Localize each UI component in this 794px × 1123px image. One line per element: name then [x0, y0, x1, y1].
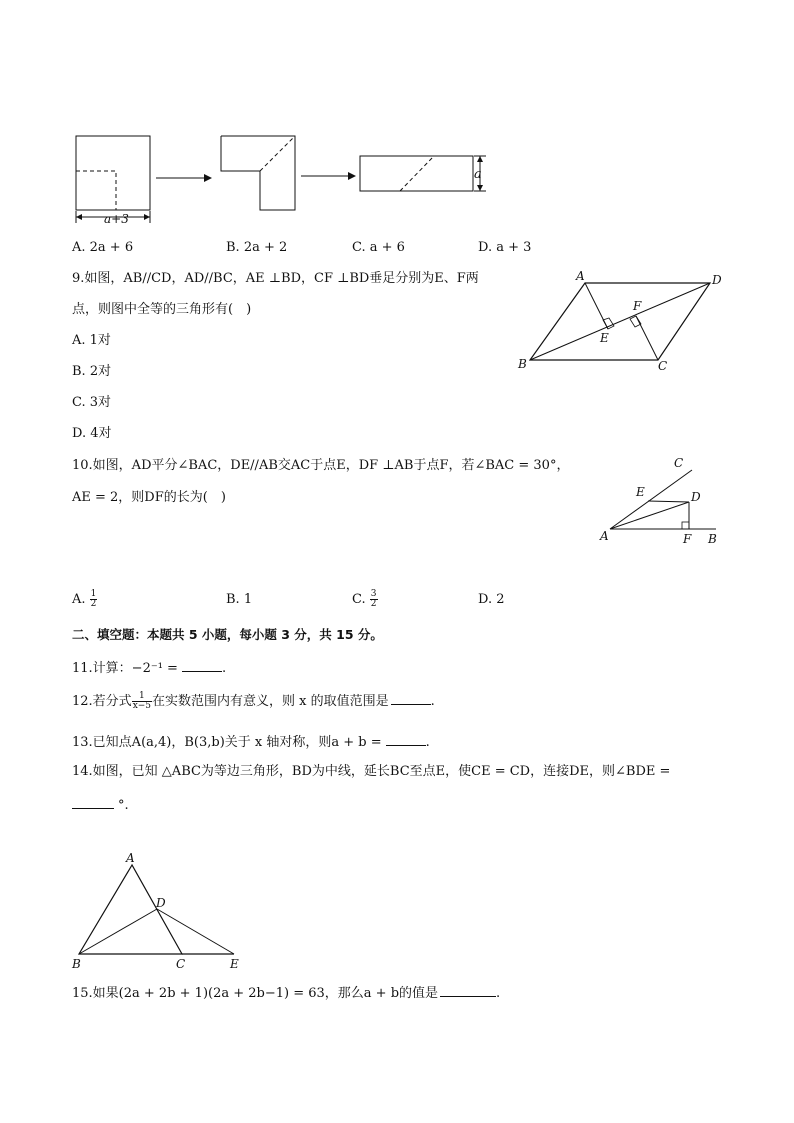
q9-option-b: B. 2对 [72, 364, 112, 379]
q10-label-e: E [636, 485, 645, 499]
q8-option-a: A. 2a + 6 [72, 240, 134, 255]
q9-stem-line2: 点，则图中全等的三角形有( ) [72, 302, 252, 317]
q14-label-d: D [156, 896, 166, 910]
q12-blank[interactable] [391, 692, 431, 705]
q13-stem: 13.已知点A(a,4)，B(3,b)关于 x 轴对称，则a + b = . [72, 735, 430, 750]
q14-label-c: C [176, 957, 186, 971]
q14-label-a: A [126, 851, 135, 865]
q10-label-d: D [691, 490, 701, 504]
q8-l-shape [221, 136, 295, 210]
q10-ad [610, 502, 689, 529]
q8-square [76, 136, 150, 210]
q9-cf [636, 316, 658, 360]
q9-label-d: D [712, 273, 722, 287]
q10-option-d: D. 2 [478, 592, 505, 607]
q8-width-label: a+3 [104, 212, 129, 226]
q12-stem: 12.若分式 $\frac{1}{x-5}$ 在实数范围内有意义，则 x 的取值范围是 . [72, 691, 435, 711]
q14-bd [79, 909, 157, 954]
q10-stem-line1: 10.如图，AD平分∠BAC，DE//AB交AC于点E，DF ⊥AB于点F，若∠BAC = 30°， [72, 458, 570, 473]
q10-stem-line2: AE = 2，则DF的长为( ) [72, 490, 226, 505]
q14-stem-line1: 14.如图，已知 △ABC为等边三角形，BD为中线，延长BC至点E，使CE = CD，连接DE，则∠BDE = [72, 764, 671, 779]
q15-blank[interactable] [440, 984, 496, 997]
q8-option-d: D. a + 3 [478, 240, 532, 255]
q9-figure [510, 265, 735, 380]
q10-figure [596, 452, 726, 548]
q9-label-b: B [518, 357, 527, 371]
q9-label-e: E [600, 331, 609, 345]
q10-de [648, 501, 689, 502]
q9-label-f: F [633, 299, 642, 313]
q11-stem: 11.计算：−2⁻¹ = . [72, 661, 227, 676]
q14-de [157, 909, 234, 954]
q11-blank[interactable] [182, 659, 222, 672]
q13-blank[interactable] [386, 733, 426, 746]
q10-option-c: C. $\frac{3}{2}$ [352, 589, 377, 609]
q14-stem-line2: °. [72, 796, 129, 814]
q10-label-f: F [683, 532, 692, 546]
q10-option-b: B. 1 [226, 592, 253, 607]
q14-label-b: B [72, 957, 81, 971]
q8-height-label: a [474, 167, 482, 182]
q8-cut-dashed [76, 171, 116, 210]
q14-triangle-abc [79, 865, 182, 954]
q10-label-b: B [708, 532, 717, 546]
q10-label-c: C [674, 456, 684, 470]
q10-option-a: A. $\frac{1}{2}$ [72, 589, 97, 609]
q10-label-a: A [600, 529, 609, 543]
q8-figure [60, 125, 500, 230]
q15-stem: 15.如果(2a + 2b + 1)(2a + 2b−1) = 63，那么a + b的值是 . [72, 986, 501, 1001]
q9-option-d: D. 4对 [72, 426, 112, 441]
q14-blank[interactable] [72, 796, 114, 809]
q10-ac [610, 470, 692, 529]
q9-label-c: C [658, 359, 668, 373]
q9-option-a: A. 1对 [72, 333, 111, 348]
q8-option-b: B. 2a + 2 [226, 240, 288, 255]
q14-figure [66, 848, 256, 973]
q14-label-e: E [230, 957, 239, 971]
q9-label-a: A [576, 269, 585, 283]
q8-option-c: C. a + 6 [352, 240, 405, 255]
q9-stem-line1: 9.如图，AB//CD，AD//BC，AE ⊥BD，CF ⊥BD垂足分别为E、F两 [72, 271, 479, 286]
section2-title: 二、填空题：本题共 5 小题，每小题 3 分，共 15 分。 [72, 627, 383, 642]
q9-option-c: C. 3对 [72, 395, 112, 410]
